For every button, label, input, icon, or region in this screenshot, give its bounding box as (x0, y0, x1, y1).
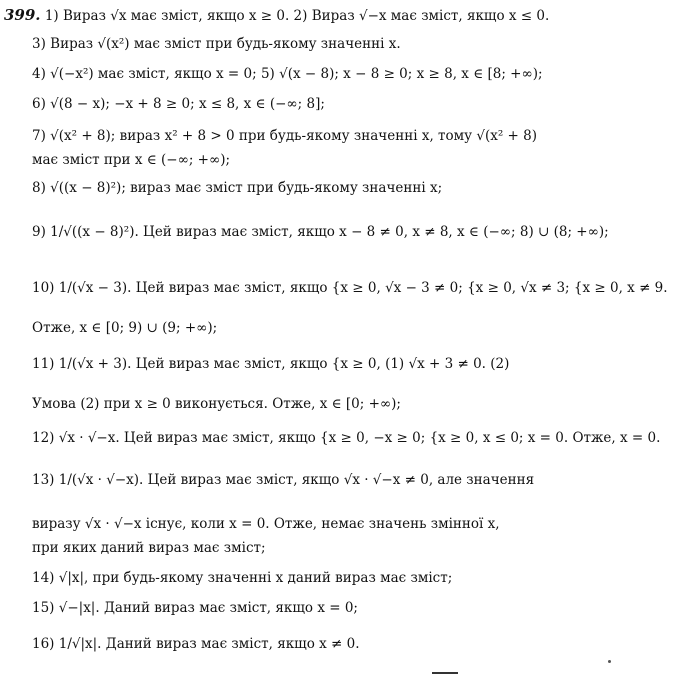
solution-line-16: при яких даний вираз має зміст; (32, 540, 266, 556)
page-edge-mark (432, 672, 458, 674)
solution-line-3: 4) √(−x²) має зміст, якщо x = 0; 5) √(x − 8); x − 8 ≥ 0; x ≥ 8, x ∈ [8; +∞); (32, 66, 543, 82)
solution-line-13: 12) √x · √−x. Цей вираз має зміст, якщо {x ≥ 0, −x ≥ 0; {x ≥ 0, x ≤ 0; x = 0. Отже, x = 0. (32, 430, 661, 446)
solution-line-9: 10) 1/(√x − 3). Цей вираз має зміст, якщо {x ≥ 0, √x − 3 ≠ 0; {x ≥ 0, √x ≠ 3; {x ≥ 0, x ≠ 9. (32, 280, 668, 296)
solution-line-11: 11) 1/(√x + 3). Цей вираз має зміст, якщо {x ≥ 0, (1) √x + 3 ≠ 0. (2) (32, 356, 510, 372)
solution-line-6: має зміст при x ∈ (−∞; +∞); (32, 152, 231, 168)
solution-line-8: 9) 1/√((x − 8)²). Цей вираз має зміст, якщо x − 8 ≠ 0, x ≠ 8, x ∈ (−∞; 8) ∪ (8; +∞); (32, 224, 609, 240)
problem-number: 399. (4, 6, 41, 24)
solution-line-5: 7) √(x² + 8); вираз x² + 8 > 0 при будь-якому значенні x, тому √(x² + 8) (32, 128, 537, 144)
solution-line-12: Умова (2) при x ≥ 0 виконується. Отже, x ∈ [0; +∞); (32, 396, 401, 412)
solution-line-14: 13) 1/(√x · √−x). Цей вираз має зміст, якщо √x · √−x ≠ 0, але значення (32, 472, 535, 488)
solution-line-1: 399. 1) Вираз √x має зміст, якщо x ≥ 0. 2) Вираз √−x має зміст, якщо x ≤ 0. (4, 6, 550, 24)
solution-line-19: 16) 1/√|x|. Даний вираз має зміст, якщо x ≠ 0. (32, 636, 360, 652)
scan-speck (608, 660, 611, 663)
solution-line-2: 3) Вираз √(x²) має зміст при будь-якому значенні x. (32, 36, 401, 52)
solution-line-4: 6) √(8 − x); −x + 8 ≥ 0; x ≤ 8, x ∈ (−∞; 8]; (32, 96, 325, 112)
solution-line-18: 15) √−|x|. Даний вираз має зміст, якщо x = 0; (32, 600, 358, 616)
solution-line-7: 8) √((x − 8)²); вираз має зміст при будь-якому значенні x; (32, 180, 443, 196)
solution-line-15: виразу √x · √−x існує, коли x = 0. Отже, немає значень змінної x, (32, 516, 500, 532)
solution-line-17: 14) √|x|, при будь-якому значенні x даний вираз має зміст; (32, 570, 453, 586)
solution-line-10: Отже, x ∈ [0; 9) ∪ (9; +∞); (32, 320, 218, 336)
